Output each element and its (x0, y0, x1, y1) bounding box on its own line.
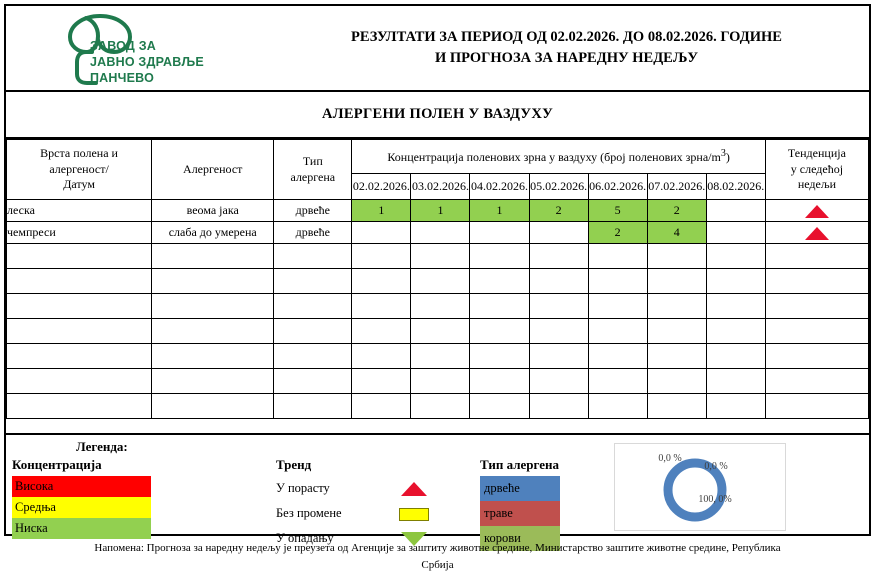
legend-type-grasses: траве (480, 501, 560, 526)
legend-trend-falling-label: У опадању (276, 531, 334, 545)
arrow-up-icon (805, 205, 829, 218)
row-allergenicity: слаба до умерена (152, 222, 274, 244)
legend-concentration (12, 457, 212, 539)
row-value-2: 1 (411, 200, 470, 222)
allergen-share-chart (614, 443, 786, 531)
donut-chart-svg (615, 444, 785, 530)
report-title-line-2: И ПРОГНОЗА ЗА НАРЕДНУ НЕДЕЉУ (434, 50, 699, 66)
th-trend-l3: недељи (797, 177, 836, 192)
table-row (7, 222, 869, 244)
legend-title: Легенда: (76, 439, 128, 454)
row-value-4: 2 (529, 200, 588, 222)
chart-label-top-right: 0,0 % (704, 461, 728, 472)
chart-label-bottom: 100, 0% (698, 494, 732, 505)
table-row (7, 200, 869, 222)
th-pollen-type-l2: алергеност/ (49, 161, 109, 176)
pollen-table-head (7, 140, 869, 200)
report-title (276, 27, 869, 68)
header-band (6, 6, 869, 92)
row-allergenicity: веома јака (152, 200, 274, 222)
th-date-6: 07.02.2026. (647, 174, 706, 200)
logo-wordmark (90, 38, 204, 86)
th-date-4: 05.02.2026. (529, 174, 588, 200)
th-date-7: 08.02.2026. (706, 174, 765, 200)
pollen-table-wrap (6, 139, 869, 419)
institute-logo (6, 6, 276, 90)
footer-note (4, 540, 871, 573)
arrow-up-icon (384, 481, 444, 496)
th-pollen-type (7, 140, 152, 200)
th-pollen-type-l3: Датум (63, 177, 95, 192)
report-frame (4, 4, 871, 545)
pollen-table (6, 139, 869, 419)
legend-trend-rising (276, 476, 476, 501)
th-concentration-sup: 3 (720, 148, 726, 160)
th-concentration-text: Концентрација поленових зрна у ваздуху (број поленових зрна/m (387, 150, 721, 165)
legend-type-trees: дрвеће (480, 476, 560, 501)
table-row-empty (7, 244, 869, 269)
row-value-5: 2 (588, 222, 647, 244)
legend-trend-rising-label: У порасту (276, 481, 330, 495)
th-trend-l1: Тенденција (787, 146, 846, 161)
table-row-empty (7, 344, 869, 369)
logo-line-2: ЈАВНО ЗДРАВЉЕ (90, 55, 204, 69)
row-trend (765, 200, 868, 222)
logo-line-3: ПАНЧЕВО (90, 71, 154, 85)
report-title-line-1: РЕЗУЛТАТИ ЗА ПЕРИОД ОД 02.02.2026. ДО 08.02.2026. ГОДИНЕ (351, 29, 782, 46)
table-row-empty (7, 269, 869, 294)
legend-trend-heading: Тренд (276, 457, 312, 472)
row-value-2 (411, 222, 470, 244)
row-value-6: 2 (647, 200, 706, 222)
row-value-1 (352, 222, 411, 244)
legend-type-heading: Тип алергена (480, 457, 559, 472)
th-date-3: 04.02.2026. (470, 174, 529, 200)
footer-note-line-2: Србија (421, 558, 454, 571)
row-value-1: 1 (352, 200, 411, 222)
legend-trend-stable (276, 501, 476, 526)
row-value-5: 5 (588, 200, 647, 222)
th-date-1: 02.02.2026. (352, 174, 411, 200)
th-date-5: 06.02.2026. (588, 174, 647, 200)
row-value-6: 4 (647, 222, 706, 244)
table-row-empty (7, 294, 869, 319)
pollen-table-body (7, 200, 869, 419)
legend-trend-stable-label: Без промене (276, 506, 342, 520)
table-row-empty (7, 394, 869, 419)
row-value-7 (706, 222, 765, 244)
flat-bar-icon (384, 506, 444, 521)
th-allergen-type-l1: Тип (302, 153, 323, 168)
th-concentration-end: ) (725, 150, 730, 165)
legend-band (6, 433, 869, 545)
legend-swatch-medium: Средња (12, 497, 151, 518)
report-subtitle: АЛЕРГЕНИ ПОЛЕН У ВАЗДУХУ (321, 106, 554, 122)
table-row-empty (7, 369, 869, 394)
row-pollen-name: леска (7, 200, 152, 222)
row-value-7 (706, 200, 765, 222)
th-date-2: 03.02.2026. (411, 174, 470, 200)
footer-note-line-1: Напомена: Прогноза за наредну недељу је преузета од Агенције за заштиту животне средине, Министарство заштите животне средине, Република (94, 542, 781, 554)
chart-label-top-left: 0,0 % (658, 453, 682, 464)
th-concentration (352, 140, 765, 174)
row-allergen-type: дрвеће (274, 200, 352, 222)
row-allergen-type: дрвеће (274, 222, 352, 244)
legend-type-weeds: корови (480, 526, 560, 551)
th-trend-l2: у следећој (790, 161, 844, 176)
row-value-4 (529, 222, 588, 244)
subtitle-band (6, 92, 869, 139)
th-allergen-type (274, 140, 352, 200)
row-value-3: 1 (470, 200, 529, 222)
th-pollen-type-l1: Врста полена и (40, 146, 118, 161)
arrow-up-icon (805, 227, 829, 240)
row-value-3 (470, 222, 529, 244)
table-row-empty (7, 319, 869, 344)
row-pollen-name: чемпреси (7, 222, 152, 244)
row-trend (765, 222, 868, 244)
legend-swatch-low: Ниска (12, 518, 151, 539)
th-allergen-type-l2: алергена (290, 169, 336, 184)
header-row-1 (7, 140, 869, 174)
legend-swatch-high: Висока (12, 476, 151, 497)
legend-trend (276, 457, 476, 551)
th-trend (765, 140, 868, 200)
legend-concentration-heading: Концентрација (12, 457, 102, 472)
logo-line-1: ЗАВОД ЗА (90, 39, 156, 53)
th-allergenicity: Алергеност (152, 140, 274, 200)
